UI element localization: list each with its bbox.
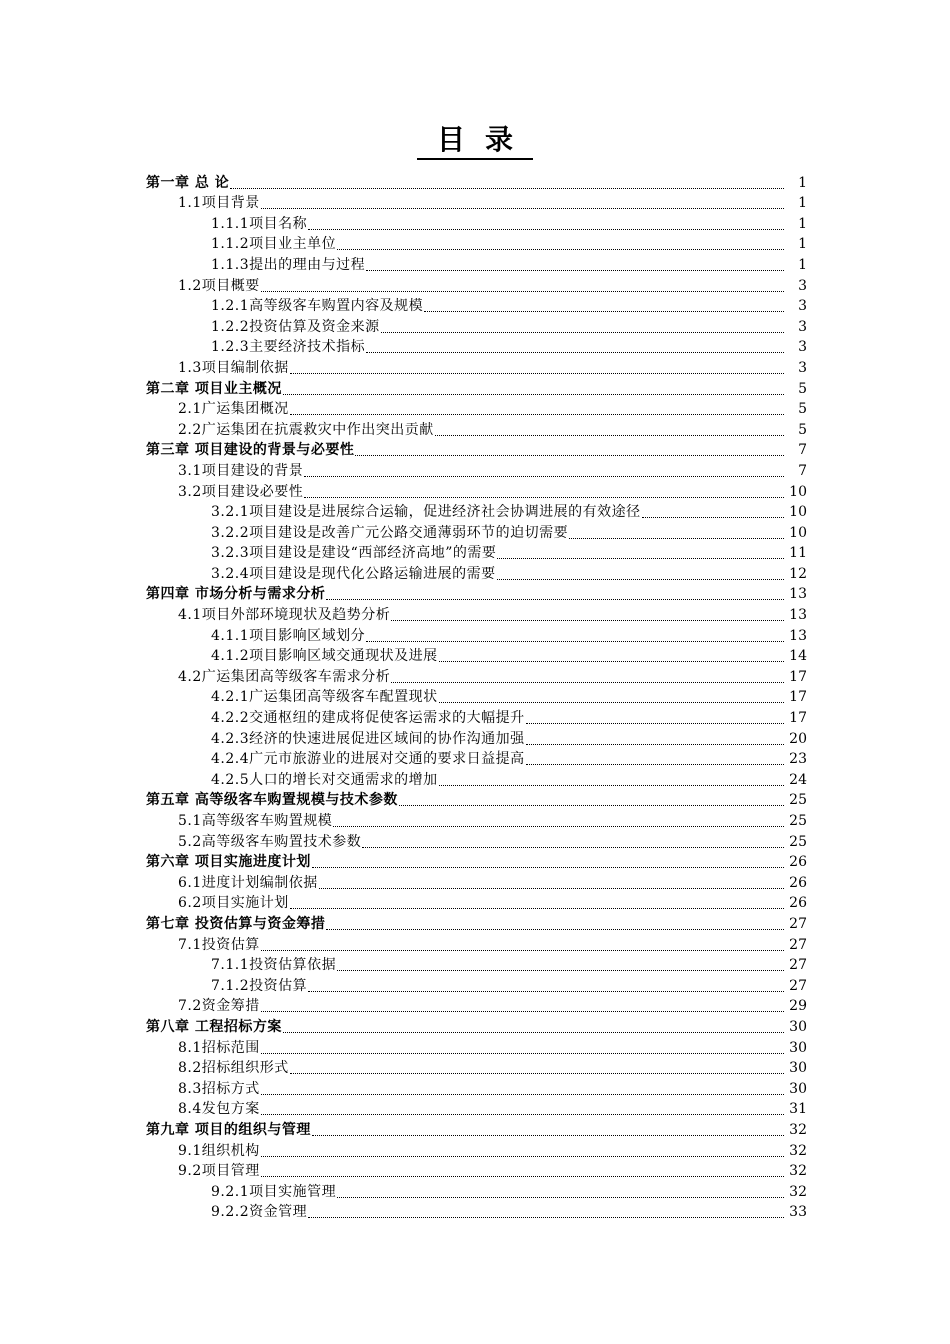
toc-entry-page: 30 <box>789 1018 807 1035</box>
toc-entry-page: 31 <box>789 1101 807 1118</box>
dot-leader <box>312 1134 784 1136</box>
toc-entry-page: 3 <box>798 318 807 335</box>
toc-entry-page: 26 <box>789 895 807 912</box>
toc-entry-title: 1.3项目编制依据 <box>178 359 289 376</box>
toc-entry[interactable] <box>0 1035 950 1056</box>
toc-entry-title: 第一章 总 论 <box>146 174 230 191</box>
toc-entry[interactable] <box>0 582 950 603</box>
toc-entry-page: 32 <box>789 1183 807 1200</box>
toc-entry-title: 8.2招标组织形式 <box>178 1060 289 1077</box>
toc-entry-page: 26 <box>789 854 807 871</box>
toc-entry[interactable] <box>0 994 950 1015</box>
toc-entry[interactable] <box>0 500 950 521</box>
toc-entry[interactable] <box>0 685 950 706</box>
dot-leader <box>391 619 784 621</box>
dot-leader <box>261 1155 784 1157</box>
dot-leader <box>366 269 784 271</box>
toc-entry-title: 第六章 项目实施进度计划 <box>146 854 311 871</box>
dot-leader <box>391 681 784 683</box>
toc-entry[interactable] <box>0 664 950 685</box>
toc-entry-title: 6.2项目实施计划 <box>178 895 289 912</box>
toc-entry-page: 27 <box>789 957 807 974</box>
toc-entry[interactable] <box>0 602 950 623</box>
toc-entry[interactable] <box>0 417 950 438</box>
toc-entry[interactable] <box>0 953 950 974</box>
toc-entry-page: 3 <box>798 277 807 294</box>
dot-leader <box>326 598 784 600</box>
toc-entry[interactable] <box>0 788 950 809</box>
toc-entry-page: 13 <box>789 627 807 644</box>
toc-entry-title: 4.2.5人口的增长对交通需求的增加 <box>211 771 438 788</box>
dot-leader <box>439 701 784 703</box>
toc-entry[interactable] <box>0 1076 950 1097</box>
toc-entry-title: 1.1.3提出的理由与过程 <box>211 256 366 273</box>
toc-entry-page: 7 <box>798 442 807 459</box>
dot-leader <box>497 578 784 580</box>
dot-leader <box>290 413 784 415</box>
toc-entry[interactable] <box>0 1138 950 1159</box>
toc-entry-page: 11 <box>789 545 807 562</box>
toc-entry-title: 4.2.3经济的快速进展促进区域间的协作沟通加强 <box>211 730 525 747</box>
toc-entry-title: 1.1.1项目名称 <box>211 215 308 232</box>
toc-entry[interactable] <box>0 1179 950 1200</box>
toc-entry-page: 5 <box>798 401 807 418</box>
toc-entry[interactable] <box>0 1117 950 1138</box>
toc-entry[interactable] <box>0 1159 950 1180</box>
toc-entry-page: 33 <box>789 1204 807 1221</box>
toc-entry[interactable] <box>0 870 950 891</box>
dot-leader <box>261 949 784 951</box>
toc-entry-title: 1.1项目背景 <box>178 195 260 212</box>
toc-entry-page: 3 <box>798 359 807 376</box>
toc-entry[interactable] <box>0 376 950 397</box>
dot-leader <box>290 1072 784 1074</box>
toc-entry-page: 1 <box>798 174 807 191</box>
toc-entry-title: 3.2.2项目建设是改善广元公路交通薄弱环节的迫切需要 <box>211 524 569 541</box>
toc-entry-title: 第五章 高等级客车购置规模与技术参数 <box>146 792 398 809</box>
toc-entry-page: 29 <box>789 998 807 1015</box>
toc-entry[interactable] <box>0 911 950 932</box>
dot-leader <box>642 516 784 518</box>
toc-entry[interactable] <box>0 355 950 376</box>
toc-entry-title: 5.1高等级客车购置规模 <box>178 813 333 829</box>
dot-leader <box>312 866 784 868</box>
toc-entry-page: 13 <box>789 586 807 603</box>
dot-leader <box>230 187 784 189</box>
toc-entry[interactable] <box>0 767 950 788</box>
toc-entry[interactable] <box>0 438 950 459</box>
toc-entry-title: 8.4发包方案 <box>178 1101 260 1118</box>
dot-leader <box>308 228 784 230</box>
toc-entry-title: 3.2.1项目建设是进展综合运输，促进经济社会协调进展的有效途径 <box>211 504 641 521</box>
dot-leader <box>290 372 784 374</box>
dot-leader <box>381 331 784 333</box>
dot-leader <box>399 804 784 806</box>
toc-entry-title: 4.2.2交通枢纽的建成将促使客运需求的大幅提升 <box>211 710 525 727</box>
toc-entry-title: 7.2资金筹措 <box>178 998 260 1015</box>
toc-entry[interactable] <box>0 314 950 335</box>
dot-leader <box>337 1196 784 1198</box>
toc-entry-title: 3.2.3项目建设是建设“西部经济高地”的需要 <box>211 545 497 562</box>
toc-entry-page: 17 <box>789 668 807 685</box>
toc-entry-page: 10 <box>789 483 807 500</box>
toc-entry-page: 32 <box>789 1163 807 1180</box>
toc-entry-page: 30 <box>789 1039 807 1056</box>
toc-entry[interactable] <box>0 479 950 500</box>
toc-entry-page: 13 <box>789 607 807 624</box>
toc-entry-title: 8.1招标范围 <box>178 1039 260 1056</box>
dot-leader <box>261 1113 784 1115</box>
dot-leader <box>424 310 784 312</box>
toc-entry[interactable] <box>0 458 950 479</box>
toc-entry-title: 1.2项目概要 <box>178 277 260 294</box>
toc-entry-page: 10 <box>789 504 807 521</box>
dot-leader <box>283 1031 784 1033</box>
toc-entry-title: 第八章 工程招标方案 <box>146 1018 282 1035</box>
dot-leader <box>290 907 784 909</box>
toc-entry-page: 27 <box>789 977 807 994</box>
dot-leader <box>497 557 784 559</box>
toc-entry-page: 30 <box>789 1060 807 1077</box>
dot-leader <box>526 763 784 765</box>
toc-entry-page: 5 <box>798 380 807 397</box>
toc-entry-page: 12 <box>789 565 807 582</box>
toc-entry-page: 1 <box>798 195 807 212</box>
table-of-contents <box>0 170 950 1220</box>
toc-entry-title: 9.2.1项目实施管理 <box>211 1183 337 1200</box>
toc-entry-title: 1.2.2投资估算及资金来源 <box>211 318 380 335</box>
toc-entry-title: 4.1项目外部环境现状及趋势分析 <box>178 607 391 624</box>
toc-entry-page: 27 <box>789 915 807 932</box>
toc-entry-title: 第四章 市场分析与需求分析 <box>146 586 326 603</box>
toc-entry-title: 1.1.2项目业主单位 <box>211 236 337 253</box>
toc-entry[interactable] <box>0 397 950 418</box>
dot-leader <box>366 351 784 353</box>
toc-entry[interactable] <box>0 191 950 212</box>
toc-entry-title: 2.2广运集团在抗震救灾中作出突出贡献 <box>178 421 434 438</box>
dot-leader <box>304 496 784 498</box>
dot-leader <box>439 784 784 786</box>
toc-entry-title: 7.1.2投资估算 <box>211 977 308 994</box>
toc-entry[interactable] <box>0 1014 950 1035</box>
dot-leader <box>526 722 784 724</box>
toc-entry-title: 7.1投资估算 <box>178 936 260 953</box>
dot-leader <box>337 248 784 250</box>
toc-entry[interactable] <box>0 561 950 582</box>
toc-entry[interactable] <box>0 252 950 273</box>
dot-leader <box>283 393 784 395</box>
toc-entry[interactable] <box>0 644 950 665</box>
toc-entry[interactable] <box>0 808 950 829</box>
toc-entry[interactable] <box>0 973 950 994</box>
toc-entry[interactable] <box>0 623 950 644</box>
dot-leader <box>337 969 784 971</box>
toc-entry-title: 3.1项目建设的背景 <box>178 462 304 479</box>
toc-entry[interactable] <box>0 726 950 747</box>
toc-entry-page: 24 <box>789 771 807 788</box>
toc-entry-title: 1.2.1高等级客车购置内容及规模 <box>211 298 424 315</box>
toc-title-text: 目录 <box>417 123 533 160</box>
toc-entry-title: 第七章 投资估算与资金筹措 <box>146 915 326 932</box>
dot-leader <box>261 1093 784 1095</box>
toc-entry[interactable] <box>0 1200 950 1221</box>
toc-entry[interactable] <box>0 829 950 850</box>
toc-entry-title: 9.1组织机构 <box>178 1142 260 1159</box>
toc-entry-title: 7.1.1投资估算依据 <box>211 957 337 974</box>
toc-entry-title: 4.2.1广运集团高等级客车配置现状 <box>211 689 438 706</box>
toc-entry-page: 17 <box>789 689 807 706</box>
toc-entry[interactable] <box>0 232 950 253</box>
toc-entry-page: 32 <box>789 1142 807 1159</box>
toc-entry[interactable] <box>0 211 950 232</box>
toc-entry-page: 10 <box>789 524 807 541</box>
toc-entry-page: 17 <box>789 710 807 727</box>
toc-entry-title: 4.1.1项目影响区域划分 <box>211 627 366 644</box>
toc-entry-title: 1.2.3主要经济技术指标 <box>211 339 366 356</box>
toc-entry-page: 26 <box>789 874 807 891</box>
dot-leader <box>569 537 784 539</box>
toc-entry-page: 3 <box>798 339 807 356</box>
toc-entry-title: 4.1.2项目影响区域交通现状及进展 <box>211 648 438 665</box>
toc-entry-title: 9.2.2资金管理 <box>211 1204 308 1221</box>
dot-leader <box>366 640 784 642</box>
toc-entry-title: 3.2.4项目建设是现代化公路运输进展的需要 <box>211 565 496 582</box>
dot-leader <box>261 1175 784 1177</box>
dot-leader <box>261 1010 784 1012</box>
toc-entry-page: 25 <box>789 792 807 809</box>
dot-leader <box>362 846 784 848</box>
toc-entry-page: 30 <box>789 1080 807 1097</box>
toc-entry[interactable] <box>0 705 950 726</box>
toc-entry-title: 第二章 项目业主概况 <box>146 380 282 397</box>
dot-leader <box>526 743 784 745</box>
toc-title <box>0 118 950 158</box>
toc-entry-title: 第九章 项目的组织与管理 <box>146 1121 311 1138</box>
dot-leader <box>326 928 784 930</box>
dot-leader <box>261 1052 784 1054</box>
toc-entry[interactable] <box>0 294 950 315</box>
toc-entry-title: 6.1进度计划编制依据 <box>178 874 318 891</box>
dot-leader <box>333 825 784 827</box>
toc-entry-title: 第三章 项目建设的背景与必要性 <box>146 442 355 459</box>
dot-leader <box>355 454 784 456</box>
toc-entry[interactable] <box>0 850 950 871</box>
dot-leader <box>435 434 784 436</box>
toc-entry-page: 1 <box>798 215 807 232</box>
dot-leader <box>261 290 784 292</box>
toc-entry[interactable] <box>0 541 950 562</box>
toc-entry-page: 14 <box>789 648 807 665</box>
toc-entry-page: 25 <box>789 813 807 829</box>
toc-entry-page: 20 <box>789 730 807 747</box>
toc-entry-title: 4.2广运集团高等级客车需求分析 <box>178 668 391 685</box>
toc-entry-title: 3.2项目建设必要性 <box>178 483 304 500</box>
toc-entry[interactable] <box>0 273 950 294</box>
dot-leader <box>319 887 784 889</box>
toc-entry[interactable] <box>0 747 950 768</box>
toc-entry[interactable] <box>0 891 950 912</box>
toc-entry-title: 9.2项目管理 <box>178 1163 260 1180</box>
dot-leader <box>261 207 784 209</box>
dot-leader <box>304 475 784 477</box>
toc-entry[interactable] <box>0 932 950 953</box>
toc-entry-title: 5.2高等级客车购置技术参数 <box>178 833 362 850</box>
toc-entry-title: 2.1广运集团概况 <box>178 401 289 418</box>
toc-entry[interactable] <box>0 170 950 191</box>
toc-entry-page: 1 <box>798 256 807 273</box>
toc-entry-page: 27 <box>789 936 807 953</box>
toc-entry[interactable] <box>0 1056 950 1077</box>
toc-entry-title: 4.2.4广元市旅游业的进展对交通的要求日益提高 <box>211 751 525 768</box>
toc-entry-title: 8.3招标方式 <box>178 1080 260 1097</box>
toc-entry[interactable] <box>0 1097 950 1118</box>
toc-entry-page: 1 <box>798 236 807 253</box>
toc-entry-page: 5 <box>798 421 807 438</box>
toc-entry[interactable] <box>0 335 950 356</box>
dot-leader <box>308 1216 784 1218</box>
toc-entry-page: 7 <box>798 462 807 479</box>
dot-leader <box>439 660 784 662</box>
toc-entry-page: 23 <box>789 751 807 768</box>
toc-entry-page: 25 <box>789 833 807 850</box>
dot-leader <box>308 990 784 992</box>
toc-entry-page: 3 <box>798 298 807 315</box>
toc-entry-page: 32 <box>789 1121 807 1138</box>
toc-entry[interactable] <box>0 520 950 541</box>
